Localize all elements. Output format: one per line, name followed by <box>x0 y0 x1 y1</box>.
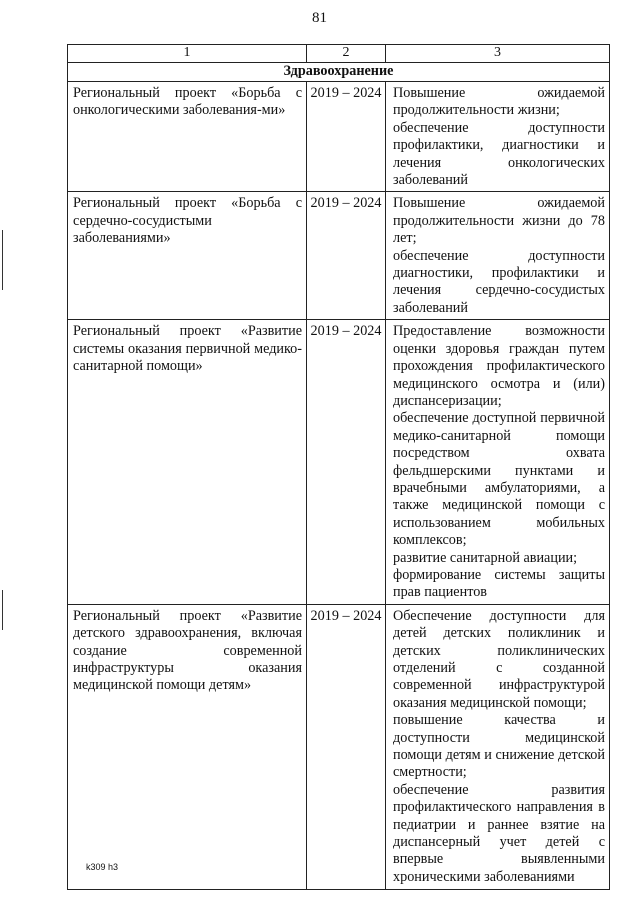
table-row <box>68 604 610 889</box>
scan-edge-mark <box>2 590 3 630</box>
project-goals <box>386 604 610 889</box>
goal-item: обеспечение развития профилактического направления в педиатрии и раннее взятие на диспансерный учет детей с впервые выявленными хроническими заболеваниями <box>393 781 605 885</box>
column-number-row <box>68 45 610 63</box>
project-name: Региональный проект «Борьба с сердечно-сосудистыми заболеваниями» <box>68 192 307 320</box>
project-period: 2019 – 2024 <box>307 320 386 605</box>
project-period: 2019 – 2024 <box>307 82 386 192</box>
project-name: Региональный проект «Развитие детского здравоохранения, включая создание современной инфраструктуры оказания медицинской помощи детям» <box>68 604 307 889</box>
goal-item: обеспечение доступности профилактики, диагностики и лечения онкологических заболеваний <box>393 119 605 189</box>
projects-table <box>67 44 610 890</box>
project-period: 2019 – 2024 <box>307 192 386 320</box>
table-row <box>68 82 610 192</box>
project-period: 2019 – 2024 <box>307 604 386 889</box>
goal-item: повышение качества и доступности медицинской помощи детям и снижение детской смертности; <box>393 712 605 781</box>
goal-item: развитие санитарной авиации; <box>393 549 578 566</box>
project-goals <box>386 192 610 320</box>
section-row <box>68 63 610 82</box>
goal-item: Повышение ожидаемой продолжительности жизни; <box>393 85 605 119</box>
project-goals <box>386 320 610 605</box>
goal-item: формирование системы защиты прав пациентов <box>393 566 605 601</box>
page-number: 81 <box>312 10 327 26</box>
goal-item: Предоставление возможности оценки здоровья граждан путем прохождения профилактического медицинского осмотра и (или) диспансеризации; <box>393 323 605 409</box>
column-number-1: 1 <box>68 45 307 63</box>
project-name: Региональный проект «Развитие системы оказания первичной медико-санитарной помощи» <box>68 320 307 605</box>
column-number-2: 2 <box>307 45 386 63</box>
section-title: Здравоохранение <box>68 63 610 82</box>
column-number-3: 3 <box>386 45 610 63</box>
project-name: Региональный проект «Борьба с онкологическими заболевания-ми» <box>68 82 307 192</box>
goal-item: обеспечение доступной первичной медико-санитарной помощи посредством охвата фельдшерскими пунктами и врачебными амбулаториями, а также медицинской помощи с использованием мобильных комплексов; <box>393 410 605 549</box>
scan-edge-mark <box>2 230 3 290</box>
goal-item: обеспечение доступности диагностики, профилактики и лечения сердечно-сосудистых заболеваний <box>393 247 605 316</box>
table-row <box>68 320 610 605</box>
project-goals <box>386 82 610 192</box>
footer-code: k309 h3 <box>86 862 119 872</box>
goal-item: Повышение ожидаемой продолжительности жизни до 78 лет; <box>393 195 605 247</box>
goal-item: Обеспечение доступности для детей детских поликлиник и детских поликлинических отделений с созданной современной инфраструктурой оказания медицинской помощи; <box>393 607 605 711</box>
table-row <box>68 192 610 320</box>
